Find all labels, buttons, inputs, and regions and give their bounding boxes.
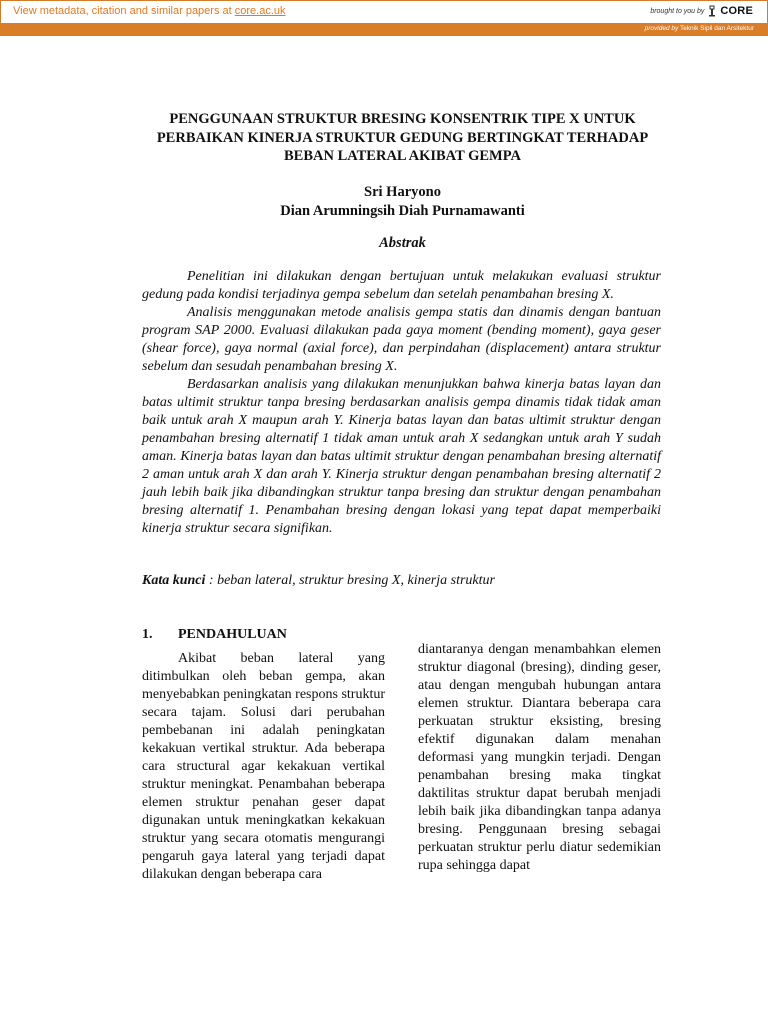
author-name: Dian Arumningsih Diah Purnamawanti [280,202,525,219]
intro-paragraph-continued: diantaranya dengan menambahkan elemen struktur diagonal (bresing), dinding geser, atau dengan mengubah hubungan antara elemen struktur. Diantara beberapa cara perkuatan struktur eksisting, bresing efektif digunakan dalam menahan deformasi yang mungkin terjadi. Dengan penambahan bresing maka tingkat daktilitas struktur dapat berubah menjadi lebih baik jika dibandingkan tanpa adanya bresing. Penggunaan bresing sebagai perkuatan struktur perlu diatur sedemikian rupa sehingga dapat [418,642,661,873]
core-header [0,0,768,23]
brought-to-you-by: brought to you by [650,7,705,15]
author-list [130,183,675,220]
metadata-link-prefix: View metadata, citation and similar papers at [13,5,235,17]
abstract-paragraph: Berdasarkan analisis yang dilakukan menunjukkan bahwa kinerja batas layan dan batas ultimit struktur tanpa bresing berdasarkan analisis gempa dinamis tidak tidak aman baik untuk arah X maupun arah Y. Kinerja batas layan dan batas ultimit struktur dengan penambahan bresing alternatif 1 tidak aman untuk arah X sedangkan untuk arah Y sudah aman. Kinerja batas layan dan batas ultimit struktur dengan penambahan bresing alternatif 2 aman untuk arah X dan arah Y. Kinerja struktur dengan penambahan bresing alternatif 2 jauh lebih baik jika dibandingkan struktur tanpa bresing dan struktur dengan penambahan bresing alternatif 1. Penambahan bresing dengan lokasi yang tepat dapat memperbaiki kinerja struktur secara signifikan. [142,377,661,536]
provider-bar [0,23,768,36]
keywords [142,572,661,590]
title-line: PENGGUNAAN STRUKTUR BRESING KONSENTRIK TIPE X UNTUK [169,111,636,127]
keywords-text: : beban lateral, struktur bresing X, kinerja struktur [205,573,495,588]
core-branding[interactable] [650,5,753,17]
provider-name: Teknik Sipil dan Arsitektur [678,25,754,32]
section-number: 1. [142,627,153,642]
intro-right-column [418,641,661,875]
author-name: Sri Haryono [364,184,441,200]
core-ac-uk-link[interactable]: core.ac.uk [234,5,286,17]
paper-title [130,110,675,166]
abstract-paragraph: Penelitian ini dilakukan dengan bertujuan untuk melakukan evaluasi struktur gedung pada kondisi terjadinya gempa sebelum dan setelah penambahan bresing X. [142,269,661,302]
intro-left-column [142,650,385,884]
title-line: PERBAIKAN KINERJA STRUKTUR GEDUNG BERTINGKAT TERHADAP [156,129,649,146]
provider-text[interactable] [645,25,754,32]
title-line: BEBAN LATERAL AKIBAT GEMPA [283,148,521,164]
abstract-paragraph: Analisis menggunakan metode analisis gempa statis dan dinamis dengan bantuan program SAP 2000. Evaluasi dilakukan pada gaya moment (bending moment), gaya geser (shear force), gaya normal (axial force), dan perpindahan (displacement) antara struktur sebelum dan sesudah penambahan bresing X. [142,305,661,374]
core-logo-icon [707,5,717,17]
intro-paragraph: Akibat beban lateral yang ditimbulkan oleh beban gempa, akan menyebabkan peningkatan respons struktur secara tajam. Solusi dari perubahan pembebanan ini adalah peningkatan kekakuan vertikal struktur. Ada beberapa cara structural agar kekakuan vertikal struktur meningkat. Penambahan beberapa elemen struktur penahan geser dapat digunakan untuk meningkatkan kekakuan struktur yang secara otomatis mengurangi pengaruh gaya lateral yang terjadi dapat dilakukan dengan beberapa cara [142,651,385,882]
core-brand: CORE [720,5,753,17]
section-title: PENDAHULUAN [178,627,287,642]
abstract-body [142,268,661,538]
abstract-heading: Abstrak [379,235,426,251]
provided-by-label: provided by [644,25,679,32]
metadata-link[interactable] [13,5,286,17]
keywords-label: Kata kunci [142,573,206,588]
section-heading [142,626,287,644]
